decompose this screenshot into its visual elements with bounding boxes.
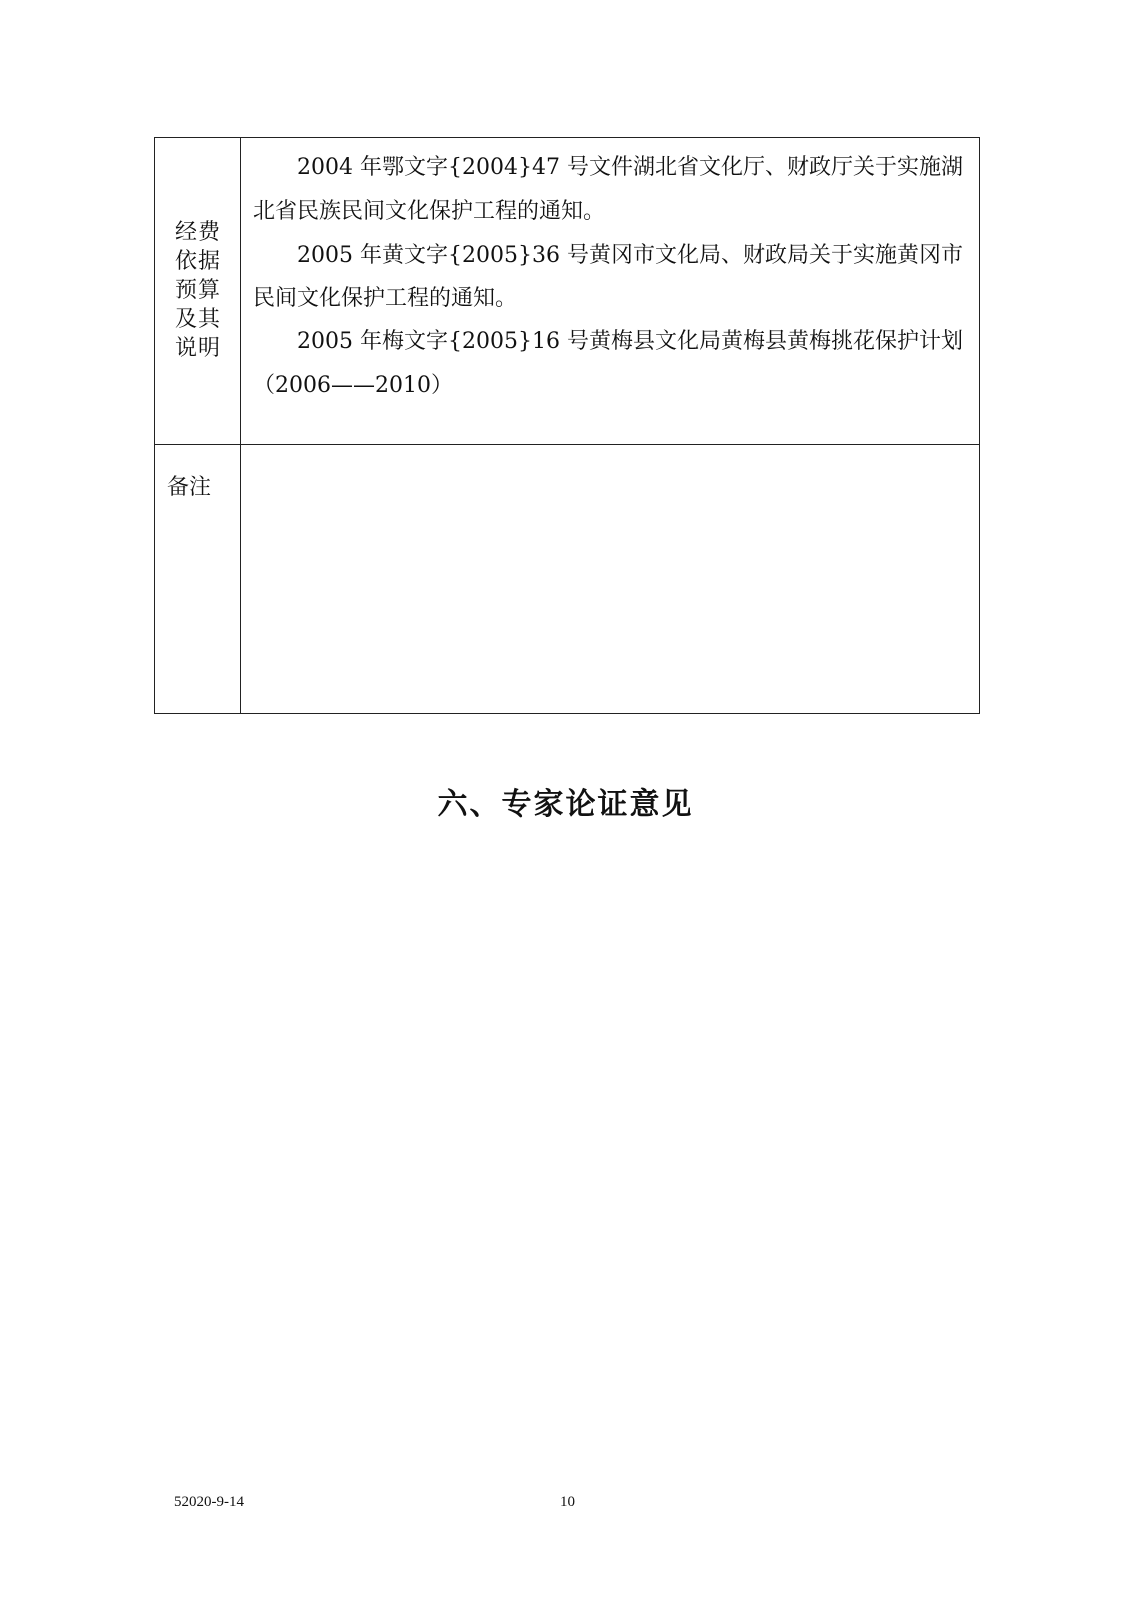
section-heading: 六、专家论证意见: [437, 787, 694, 822]
remarks-row: [155, 445, 979, 713]
funding-label-line: 依据: [174, 249, 221, 274]
funding-paragraph-line: （2006——2010）: [253, 373, 453, 398]
funding-label-cell: [155, 138, 241, 444]
remarks-label: 备注: [167, 475, 212, 500]
funding-remarks-table: [154, 137, 980, 714]
funding-paragraph-line: 2004 年鄂文字{2004}47 号文件湖北省文化厅、财政厅关于实施湖: [297, 155, 963, 180]
funding-paragraph-line: 2005 年黄文字{2005}36 号黄冈市文化局、财政局关于实施黄冈市: [297, 243, 963, 268]
funding-paragraph-line: 民间文化保护工程的通知。: [253, 286, 518, 311]
funding-paragraph-line: 北省民族民间文化保护工程的通知。: [253, 199, 606, 224]
remarks-label-cell: [155, 445, 241, 713]
funding-basis-row: [155, 138, 979, 445]
funding-label: [155, 218, 241, 363]
funding-paragraph-line: 2005 年梅文字{2005}16 号黄梅县文化局黄梅县黄梅挑花保护计划: [297, 329, 963, 354]
funding-label-line: 经费: [174, 220, 221, 245]
remarks-content-cell: [241, 445, 979, 713]
funding-label-line: 及其: [174, 307, 221, 332]
page-number: 10: [560, 1494, 575, 1510]
funding-content-cell: [241, 138, 979, 444]
funding-label-line: 预算: [174, 278, 221, 303]
footer-date: 52020-9-14: [174, 1494, 244, 1510]
funding-label-line: 说明: [174, 336, 221, 361]
